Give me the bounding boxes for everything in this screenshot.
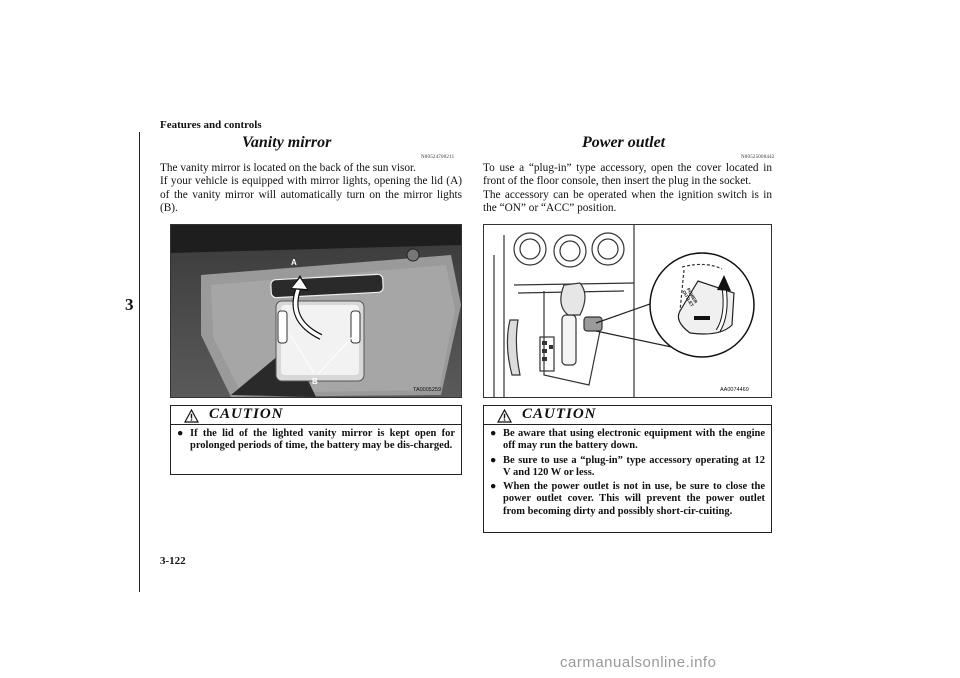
caution-title: CAUTION (522, 406, 597, 422)
caution-rule (484, 424, 771, 425)
paragraph: The vanity mirror is located on the back of the sun visor. (160, 162, 416, 174)
paragraph: If your vehicle is equipped with mirror lights, opening the lid (A) of the vanity mirror will automatically turn on the mirror lights (B). (160, 175, 462, 215)
section-code-right: N00525000442 (741, 155, 775, 160)
caution-rule (171, 424, 461, 425)
section-code-left: N00524700211 (421, 155, 455, 160)
caution-title: CAUTION (209, 406, 284, 422)
running-header: Features and controls (160, 119, 262, 131)
chapter-number: 3 (125, 295, 134, 314)
bullet-icon: ● (490, 481, 497, 492)
paragraph: To use a “plug-in” type accessory, open the cover located in front of the floor console, then insert the plug in the socket. (483, 162, 772, 188)
warning-triangle-icon (184, 409, 199, 423)
caution-bullet-text: If the lid of the lighted vanity mirror is kept open for prolonged periods of time, the battery may be dis-charged. (190, 428, 455, 452)
section-title-vanity-mirror: Vanity mirror (242, 134, 332, 151)
caution-box-right (483, 405, 772, 533)
bullet-icon: ● (490, 455, 497, 466)
bullet-icon: ● (490, 428, 497, 439)
body-text-right (483, 162, 772, 216)
figure-label-b: B (312, 377, 318, 386)
page-number: 3-122 (160, 555, 186, 567)
caution-bullet-text: Be aware that using electronic equipment with the engine off may run the battery down. (503, 428, 765, 452)
power-outlet-illustration (483, 224, 772, 398)
bullet-icon: ● (177, 428, 184, 439)
section-title-power-outlet: Power outlet (582, 134, 666, 151)
chapter-rule (139, 132, 140, 592)
paragraph: The accessory can be operated when the ignition switch is in the “ON” or “ACC” position. (483, 188, 772, 215)
caution-box-left (170, 405, 462, 475)
power-outlet-label: POWER OUTLET (681, 287, 699, 308)
figure-label-a: A (291, 258, 297, 267)
caution-bullet-text: Be sure to use a “plug-in” type accessory operating at 12 V and 120 W or less. (503, 455, 765, 479)
figure-code-left: TA0005259 (413, 387, 442, 393)
caution-bullet-text: When the power outlet is not in use, be sure to close the power outlet cover. This will prevent the power outlet from becoming dirty and possibly short-cir-cuiting. (503, 481, 765, 517)
vanity-mirror-photo (170, 224, 462, 398)
watermark: carmanualsonline.info (560, 654, 717, 671)
body-text-left (160, 162, 462, 216)
warning-triangle-icon (497, 409, 512, 423)
figure-code-right: AA0074469 (720, 387, 749, 393)
